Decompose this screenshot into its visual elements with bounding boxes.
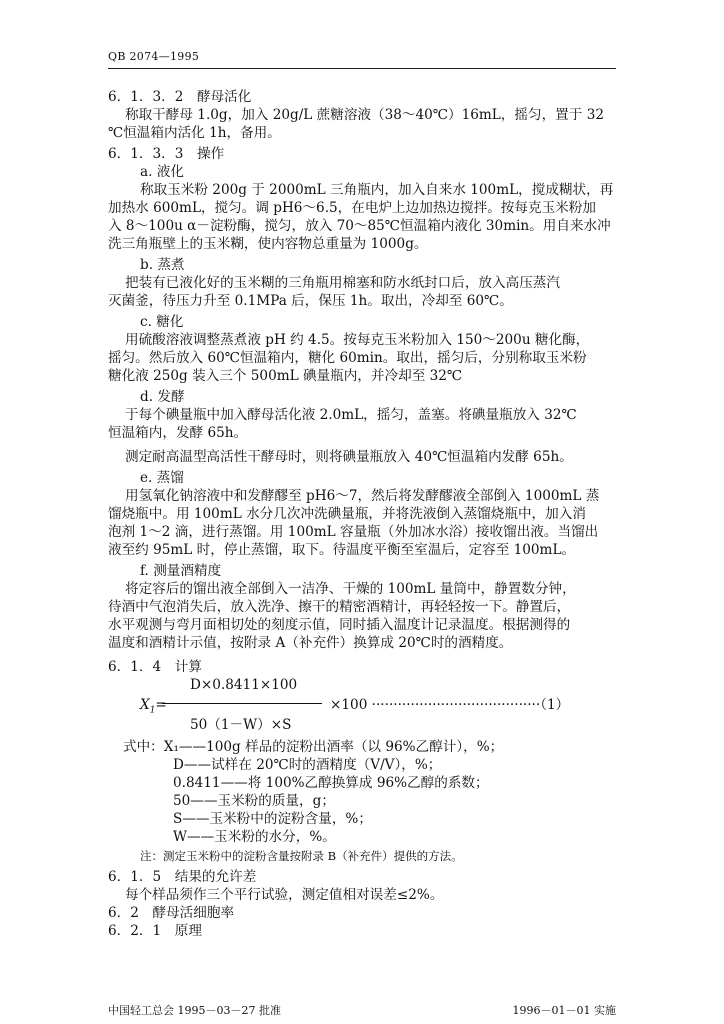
fraction-bar — [162, 703, 322, 704]
definition-line: 式中：X₁——100g 样品的淀粉出酒率（以 96%乙醇计），%； — [123, 739, 504, 755]
text-line: 洗三角瓶壁上的玉米糊，使内容物总重量为 1000g。 — [108, 236, 428, 252]
text-line: 待酒中气泡消失后，放入洗净、擦干的精密酒精计，再轻轻按一下。静置后， — [108, 599, 571, 615]
text-line: 称取干酵母 1.0g，加入 20g/L 蔗糖溶液（38～40℃）16mL，摇匀，置于 32 — [125, 107, 604, 123]
text-line: 6．1．3．2 酵母活化 — [108, 89, 252, 105]
formula-multiplier: ×100 ·······································（1） — [330, 697, 570, 713]
formula-lhs: $X_1=$ — [140, 697, 167, 716]
text-line: ℃恒温箱内活化 1h，备用。 — [108, 125, 281, 141]
text-line: d. 发酵 — [140, 389, 185, 405]
text-line: 测定耐高温型高活性干酵母时，则将碘量瓶放入 40℃恒温箱内发酵 65h。 — [125, 449, 573, 465]
text-line: 用硫酸溶液调整蒸煮液 pH 约 4.5。按每克玉米粉加入 150～200u 糖化酶， — [125, 332, 590, 348]
section-heading: 6．1．5 结果的允许差 — [108, 869, 257, 885]
text-line: 用氢氧化钠溶液中和发酵醪至 pH6～7，然后将发酵醪液全部倒入 1000mL 蒸 — [125, 488, 600, 504]
approval-date: 中国轻工总会 1995－03－27 批准 — [108, 1004, 281, 1017]
definition-line: 50——玉米粉的质量，g； — [173, 793, 335, 809]
effective-date: 1996－01－01 实施 — [512, 1004, 616, 1017]
definition-line: W——玉米粉的水分，%。 — [173, 829, 336, 845]
standard-code: QB 2074—1995 — [108, 50, 200, 63]
text-line: 水平观测与弯月面相切处的刻度示值，同时插入温度计记录温度。根据测得的 — [108, 617, 571, 633]
text-line: 6．1．3．3 操作 — [108, 146, 225, 162]
definition-line: 0.8411——将 100%乙醇换算成 96%乙醇的系数； — [173, 775, 489, 791]
header-rule — [108, 68, 616, 69]
text-line: 摇匀。然后放入 60℃恒温箱内，糖化 60min。取出，摇匀后，分别称取玉米粉 — [108, 350, 587, 366]
definition-line: D——试样在 20℃时的酒精度（V/V），%； — [173, 757, 442, 773]
note: 注：测定玉米粉中的淀粉含量按附录 B（补充件）提供的方法。 — [140, 849, 463, 863]
text-line: 泡剂 1～2 滴，进行蒸馏。用 100mL 容量瓶（外加冰水浴）接收馏出液。当馏出 — [108, 524, 599, 540]
text-line: 馏烧瓶中。用 100mL 水分几次冲洗碘量瓶，并将洗液倒入蒸馏烧瓶中，加入消 — [108, 506, 586, 522]
text-line: 加热水 600mL，搅匀。调 pH6～6.5，在电炉上边加热边搅拌。按每克玉米粉加 — [108, 200, 596, 216]
text-line: e. 蒸馏 — [140, 470, 184, 486]
text-line: 液至约 95mL 时，停止蒸馏，取下。待温度平衡至室温后，定容至 100mL。 — [108, 542, 576, 558]
text-line: 把装有已液化好的玉米糊的三角瓶用棉塞和防水纸封口后，放入高压蒸汽 — [125, 275, 560, 291]
section-heading: 6．2 酵母活细胞率 — [108, 905, 235, 921]
text-line: 称取玉米粉 200g 于 2000mL 三角瓶内，加入自来水 100mL，搅成糊状，再 — [140, 182, 614, 198]
text-line: f. 测量酒精度 — [140, 563, 222, 579]
definition-line: S——玉米粉中的淀粉含量，%； — [173, 811, 372, 827]
text-line: b. 蒸煮 — [140, 257, 185, 273]
text-line: 6．2．1 原理 — [108, 923, 202, 939]
text-line: 温度和酒精计示值，按附录 A（补充件）换算成 20℃时的酒精度。 — [108, 635, 513, 651]
text-line: 入 8～100u α－淀粉酶，搅匀，放入 70～85℃恒温箱内液化 30min。用自来水冲 — [108, 218, 611, 234]
text-line: 灭菌釜，待压力升至 0.1MPa 后，保压 1h。取出，冷却至 60℃。 — [108, 293, 513, 309]
text-line: c. 糖化 — [140, 314, 184, 330]
text-line: 恒温箱内，发酵 65h。 — [108, 425, 248, 441]
text-line: a. 液化 — [140, 164, 184, 180]
text-line: 将定容后的馏出液全部倒入一洁净、干燥的 100mL 量筒中，静置数分钟， — [125, 581, 576, 597]
formula-numerator: D×0.8411×100 — [190, 677, 298, 693]
text-line: 糖化液 250g 装入三个 500mL 碘量瓶内，并冷却至 32℃ — [108, 368, 463, 384]
formula-denominator: 50（1－W）×S — [190, 717, 292, 733]
text-line: 6．1．4 计算 — [108, 659, 202, 675]
text-line: 于每个碘量瓶中加入酵母活化液 2.0mL，摇匀，盖塞。将碘量瓶放入 32℃ — [125, 407, 577, 423]
text-line: 每个样品须作三个平行试验，测定值相对误差≤2%。 — [125, 887, 444, 903]
